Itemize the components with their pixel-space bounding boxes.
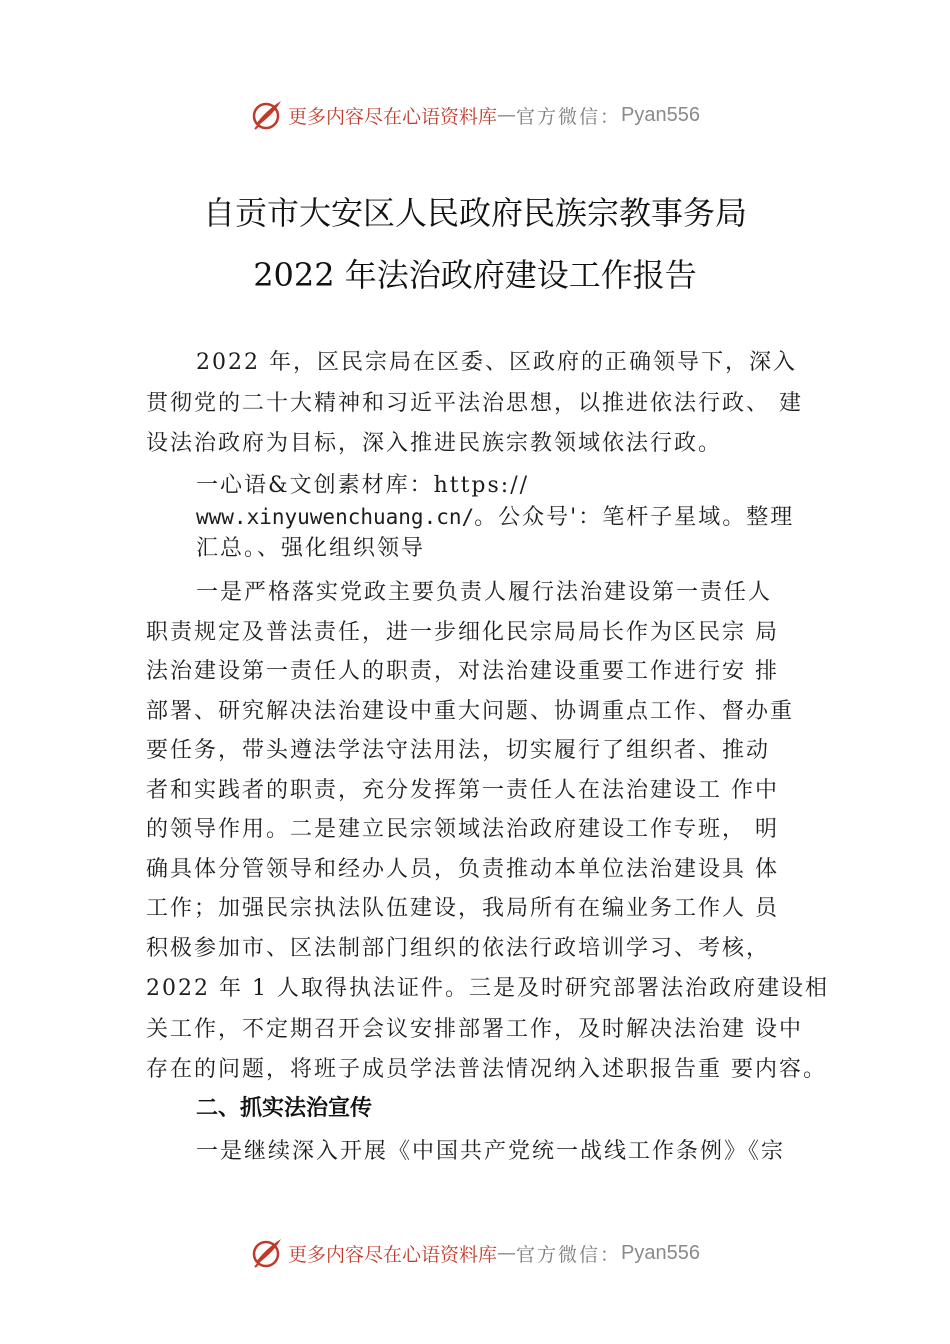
- watermark-wechat-id: Pyan556: [621, 1241, 700, 1264]
- document-title-line-2: 2022 年法治政府建设工作报告: [253, 256, 697, 294]
- body-line: 2022 年，区民宗局在区委、区政府的正确领导下，深入: [196, 350, 797, 375]
- body-line-rest: 。公众号'：笔杆子星域。整理: [474, 505, 795, 530]
- body-line: 关工作，不定期召开会议安排部署工作，及时解决法治建 设中: [146, 1017, 803, 1042]
- watermark-banner-top: [0, 95, 950, 135]
- body-line: 2022 年 1 人取得执法证件。三是及时研究部署法治政府建设相: [146, 976, 829, 1001]
- body-line: 贯彻党的二十大精神和习近平法治思想，以推进依法行政、 建: [146, 391, 803, 416]
- body-line: 一是严格落实党政主要负责人履行法治建设第一责任人: [196, 580, 773, 605]
- body-line: 的领导作用。二是建立民宗领域法治政府建设工作专班， 明: [146, 817, 779, 842]
- body-line: 确具体分管领导和经办人员，负责推动本单位法治建设具 体: [146, 857, 779, 882]
- watermark-wechat-label: 官方微信：: [516, 1243, 622, 1266]
- watermark-wechat-label: 官方微信：: [516, 105, 622, 128]
- body-line: 一是继续深入开展《中国共产党统一战线工作条例》《宗: [196, 1139, 786, 1164]
- watermark-banner-bottom: [0, 1233, 950, 1273]
- body-line: 要任务，带头遵法学法守法用法，切实履行了组织者、推动: [146, 738, 771, 763]
- section-heading: 二、抓实法治宣传: [196, 1096, 373, 1121]
- body-line: 汇总。、强化组织领导: [196, 536, 426, 561]
- body-line: 工作；加强民宗执法队伍建设，我局所有在编业务工作人 员: [146, 896, 779, 921]
- watermark-separator: —: [497, 1242, 517, 1264]
- body-line: 设法治政府为目标，深入推进民族宗教领域依法行政。: [146, 431, 723, 456]
- body-line: 部署、研究解决法治建设中重大问题、协调重点工作、督办重: [146, 699, 795, 724]
- document-title-line-1: 自贡市大安区人民政府民族宗教事务局: [202, 194, 747, 232]
- body-line: 存在的问题，将班子成员学法普法情况纳入述职报告重 要内容。: [146, 1057, 827, 1082]
- body-line: 积极参加市、区法制部门组织的依法行政培训学习、考核，: [146, 936, 771, 961]
- body-line: 一心语&文创素材库：https://: [196, 473, 530, 498]
- watermark-separator: —: [497, 104, 517, 126]
- body-line: 者和实践者的职责，充分发挥第一责任人在法治建设工 作中: [146, 778, 779, 803]
- body-line: 职责规定及普法责任，进一步细化民宗局局长作为区民宗 局: [146, 620, 779, 645]
- watermark-brand: 更多内容尽在心语资料库: [288, 1243, 498, 1266]
- watermark-wechat-id: Pyan556: [621, 103, 700, 126]
- body-line: [196, 502, 896, 533]
- watermark-brand: 更多内容尽在心语资料库: [288, 105, 498, 128]
- quill-logo-icon: [250, 98, 284, 132]
- quill-logo-icon: [250, 1236, 284, 1270]
- url-text: www.xinyuwenchuang.cn/: [196, 505, 475, 529]
- body-line: 法治建设第一责任人的职责，对法治建设重要工作进行安 排: [146, 659, 779, 684]
